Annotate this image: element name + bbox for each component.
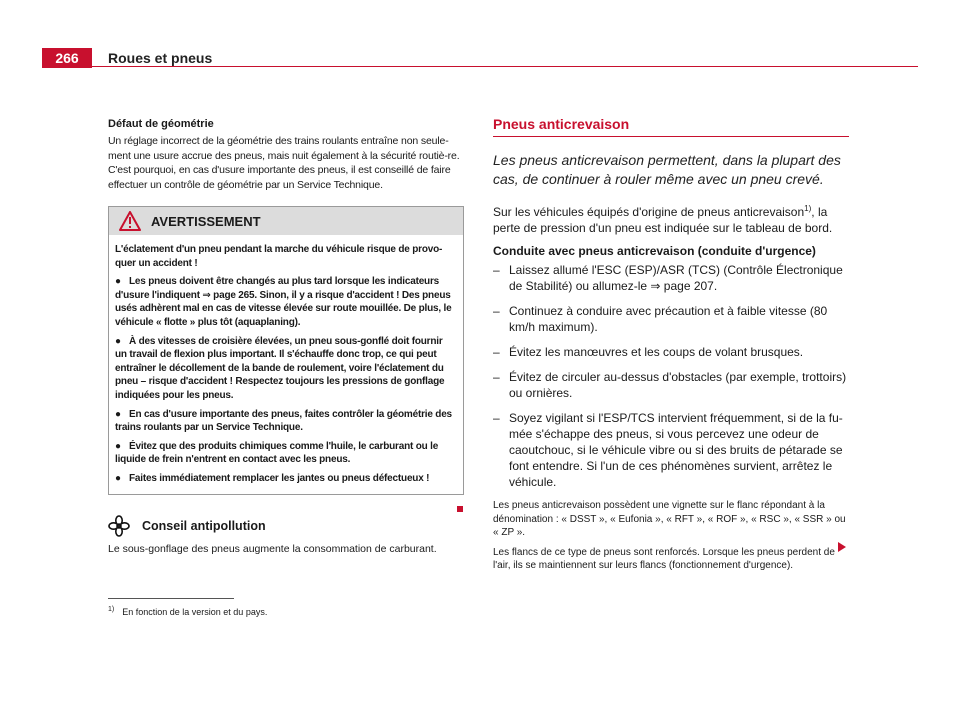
section-intro: Les pneus anticrevaison permettent, dans la plupart des cas, de continuer à rouler même avec un pneu crevé.: [493, 152, 841, 187]
warning-bullet: ● En cas d'usure importante des pneus, faites contrôler la géométrie des trains roulants par un Service Technique.: [115, 408, 452, 434]
header-rule: [92, 66, 918, 67]
header-title: Roues et pneus: [108, 50, 213, 66]
warning-triangle-icon: [119, 211, 141, 231]
list-item: – Soyez vigilant si l'ESP/TCS intervient fréquemment, si de la fu-mée s'échappe des pneus, si vous percevez une odeur de caoutchouc, si le véhicule vibre ou si des bruits de pétarade se font entendre. Si l'un de ces phénomènes survient, arrêtez le véhicule.: [493, 411, 843, 489]
footnote: $^{1)}$ En fonction de la version et du pays.: [108, 606, 268, 617]
footnote-ref: 1): [804, 204, 812, 213]
list-item: – Continuez à conduire avec précaution et à faible vitesse (80 km/h maximum).: [493, 304, 828, 334]
end-marker: [457, 506, 463, 512]
list-item: – Laissez allumé l'ESC (ESP)/ASR (TCS) (Contrôle Électronique de Stabilité) ou allumez-le ⇒ page 207.: [493, 263, 843, 293]
warning-box: [108, 206, 464, 495]
small-paragraph: Les flancs de ce type de pneus sont renforcés. Lorsque les pneus perdent de l'air, ils se maintiennent sur leurs flancs (fonctionnement d'urgence).: [493, 546, 835, 571]
warning-bullet: ● Évitez que des produits chimiques comme l'huile, le carburant ou le liquide de frein n'entrent en contact avec les pneus.: [115, 440, 439, 466]
intro-paragraph: Sur les véhicules équipés d'origine de pneus anticrevaison$^{1)}$, la perte de pression d'un pneu est indiquée sur le tableau de bord.: [493, 204, 833, 235]
warning-header: [109, 207, 463, 235]
continue-arrow-icon: [838, 542, 846, 552]
warning-intro: L'éclatement d'un pneu pendant la marche du véhicule risque de provo-quer un accident !: [115, 244, 443, 269]
eco-text: Le sous-gonflage des pneus augmente la consommation de carburant.: [108, 542, 437, 555]
right-column: [493, 116, 849, 579]
warning-bullet: ● Les pneus doivent être changés au plus tard lorsque les indicateurs d'usure l'indiquent ⇒ page 265. Sinon, il y a risque d'accident ! Des pneus usés adhèrent mal en cas de vitesse élevée sur route mouillée. De plus, le véhicule « flotte » plus tôt (aquaplaning).: [115, 276, 452, 328]
eco-header: [108, 515, 464, 537]
subheading: Conduite avec pneus anticrevaison (conduite d'urgence): [493, 244, 816, 258]
warning-title: AVERTISSEMENT: [151, 213, 261, 229]
page-number: 266: [42, 48, 92, 68]
left-column: [108, 118, 464, 555]
list-item: – Évitez les manœuvres et les coups de volant brusques.: [493, 345, 804, 359]
geometry-text: Un réglage incorrect de la géométrie des trains roulants entraîne non seule-ment une usure accrue des pneus, mais nuit également à la sécurité routiè-re. C'est pourquoi, en cas d'usure importante des pneus, il est conseillé de faire effectuer un contrôle de géométrie par un Service Technique.: [108, 135, 460, 191]
warning-bullet: ● À des vitesses de croisière élevées, un pneu sous-gonflé doit fournir un travail de flexion plus important. Il s'échauffe donc trop, ce qui peut entraîner le décollement de la bande de roulement, voire l'éclatement du pneu – risque d'accident ! Respectez toujours les pressions de gonflage indiquées pour les pneus.: [115, 335, 445, 401]
small-paragraph: Les pneus anticrevaison possèdent une vignette sur le flanc répondant à la dénomination : « DSST », « Eufonia », « RFT », « ROF », « RSC », « SSR » ou « ZP ».: [493, 500, 846, 538]
warning-bullet: ● Faites immédiatement remplacer les jantes ou pneus défectueux !: [115, 472, 430, 484]
section-title: Pneus anticrevaison: [493, 116, 849, 137]
eco-flower-icon: [108, 515, 130, 537]
geometry-heading: Défaut de géométrie: [108, 118, 214, 130]
list-item: – Évitez de circuler au-dessus d'obstacles (par exemple, trottoirs) ou ornières.: [493, 370, 847, 400]
warning-body: [109, 235, 463, 494]
eco-title: Conseil antipollution: [142, 518, 266, 533]
footnote-rule: [108, 598, 234, 599]
